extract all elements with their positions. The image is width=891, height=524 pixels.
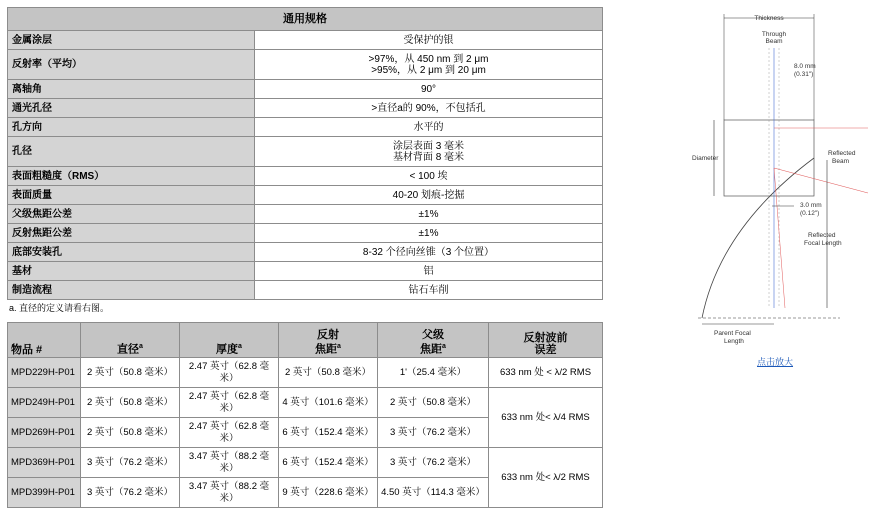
- spec-row: [8, 186, 603, 205]
- spec-row: [8, 50, 603, 80]
- wavefront-cell: 633 nm 处< λ/4 RMS: [489, 388, 603, 448]
- pfl-cell: 3 英寸（76.2 毫米）: [378, 448, 489, 478]
- item-number: MPD229H-P01: [8, 358, 81, 388]
- spec-key: 表面粗糙度（RMS）: [8, 167, 255, 186]
- spec-row: [8, 205, 603, 224]
- col-reflected-focal-length: 反射 焦距$^a$: [279, 323, 378, 358]
- pfl-label-2: Length: [724, 338, 744, 345]
- spec-key: 离轴角: [8, 80, 255, 99]
- item-number: MPD249H-P01: [8, 388, 81, 418]
- mirror-diagram: [690, 8, 870, 348]
- item-number: MPD369H-P01: [8, 448, 81, 478]
- diameter-cell: 2 英寸（50.8 毫米）: [81, 418, 180, 448]
- spec-value-line: < 100 埃: [409, 170, 448, 182]
- spec-value: [255, 118, 603, 137]
- reflected-beam-label: Reflected: [828, 150, 856, 157]
- pfl-cell: 3 英寸（76.2 毫米）: [378, 418, 489, 448]
- rfl-cell: 6 英寸（152.4 毫米）: [279, 448, 378, 478]
- col-parent-focal-length: 父级 焦距$^a$: [378, 323, 489, 358]
- specs-header: 通用规格: [8, 8, 603, 31]
- spec-value-line: >95%，从 2 μm 到 20 μm: [371, 64, 486, 76]
- spec-value: [255, 80, 603, 99]
- spec-key: 底部安装孔: [8, 243, 255, 262]
- hole-back-label: 8.0 mm: [794, 63, 816, 70]
- spec-key: 制造流程: [8, 281, 255, 300]
- rfl-label-2: Focal Length: [804, 240, 842, 247]
- zoom-link[interactable]: 点击放大: [757, 357, 794, 367]
- spec-value-line: >97%，从 450 nm 到 2 μm: [368, 53, 489, 65]
- spec-value: [255, 224, 603, 243]
- pfl-cell: 2 英寸（50.8 毫米）: [378, 388, 489, 418]
- wavefront-cell: 633 nm 处 < λ/2 RMS: [489, 358, 603, 388]
- spec-value: [255, 99, 603, 118]
- thickness-label: Thickness: [754, 15, 784, 22]
- spec-value-line: 受保护的银: [403, 34, 454, 46]
- thickness-cell: 2.47 英寸（62.8 毫米）: [180, 358, 279, 388]
- through-beam-label-2: Beam: [765, 38, 783, 45]
- col-wavefront-error: 反射波前 误差: [489, 323, 603, 358]
- spec-value-line: 铝: [423, 265, 434, 277]
- item-number: MPD269H-P01: [8, 418, 81, 448]
- reflected-beam-line: [774, 168, 868, 193]
- thickness-cell: 3.47 英寸（88.2 毫米）: [180, 448, 279, 478]
- spec-value: [255, 186, 603, 205]
- spec-value-line: 40-20 划痕-挖掘: [392, 189, 465, 201]
- thickness-cell: 3.47 英寸（88.2 毫米）: [180, 478, 279, 508]
- spec-value: [255, 31, 603, 50]
- rfl-cell: 9 英寸（228.6 毫米）: [279, 478, 378, 508]
- spec-row: [8, 137, 603, 167]
- diameter-footnote: a. 直径的定义请看右图。: [9, 303, 110, 313]
- spec-key: 反射率（平均）: [8, 50, 255, 80]
- thickness-cell: 2.47 英寸（62.8 毫米）: [180, 418, 279, 448]
- spec-value-line: ±1%: [418, 208, 439, 220]
- spec-value: [255, 262, 603, 281]
- parabola-curve: [702, 158, 814, 318]
- through-beam-label: Through: [761, 31, 787, 38]
- hole-back-label-2: (0.31"): [794, 71, 814, 78]
- col-diameter: 直径$^a$: [81, 323, 180, 358]
- spec-value: [255, 167, 603, 186]
- spec-value: [255, 243, 603, 262]
- spec-key: 孔方向: [8, 118, 255, 137]
- spec-value-line: >直径a的 90%，不包括孔: [371, 102, 486, 114]
- spec-value-line: ±1%: [418, 227, 439, 239]
- reflected-beam-label-2: Beam: [832, 158, 849, 165]
- spec-value: [255, 137, 603, 167]
- spec-row: [8, 99, 603, 118]
- spec-row: [8, 31, 603, 50]
- spec-value: [255, 205, 603, 224]
- table-row: [8, 448, 603, 478]
- spec-row: [8, 167, 603, 186]
- spec-value: [255, 50, 603, 80]
- spec-row: [8, 118, 603, 137]
- spec-key: 反射焦距公差: [8, 224, 255, 243]
- col-thickness: 厚度$^a$: [180, 323, 279, 358]
- spec-key: 基材: [8, 262, 255, 281]
- spec-value-line: 钻石车削: [408, 284, 449, 296]
- hole-front-label-2: (0.12"): [800, 210, 820, 217]
- thickness-cell: 2.47 英寸（62.8 毫米）: [180, 388, 279, 418]
- spec-row: [8, 243, 603, 262]
- spec-value-line: 水平的: [413, 121, 444, 133]
- spec-value-line: 8-32 个径向丝锥（3 个位置）: [362, 246, 495, 258]
- item-number: MPD399H-P01: [8, 478, 81, 508]
- hole-front-label: 3.0 mm: [800, 202, 822, 209]
- spec-value-line: 基材背面 8 毫米: [392, 151, 465, 163]
- spec-key: 父级焦距公差: [8, 205, 255, 224]
- table-row: [8, 388, 603, 418]
- rfl-cell: 2 英寸（50.8 毫米）: [279, 358, 378, 388]
- diameter-cell: 3 英寸（76.2 毫米）: [81, 478, 180, 508]
- spec-value-line: 90°: [420, 83, 437, 95]
- spec-row: [8, 80, 603, 99]
- spec-value-line: 涂层表面 3 毫米: [392, 140, 465, 152]
- rfl-label: Reflected: [808, 232, 836, 239]
- rfl-cell: 4 英寸（101.6 毫米）: [279, 388, 378, 418]
- rfl-cell: 6 英寸（152.4 毫米）: [279, 418, 378, 448]
- spec-value: [255, 281, 603, 300]
- spec-row: [8, 224, 603, 243]
- diameter-cell: 2 英寸（50.8 毫米）: [81, 358, 180, 388]
- pfl-cell: 4.50 英寸（114.3 毫米）: [378, 478, 489, 508]
- diameter-cell: 2 英寸（50.8 毫米）: [81, 388, 180, 418]
- spec-key: 通光孔径: [8, 99, 255, 118]
- spec-row: [8, 262, 603, 281]
- diameter-label: Diameter: [692, 155, 719, 162]
- spec-key: 金属涂层: [8, 31, 255, 50]
- spec-key: 表面质量: [8, 186, 255, 205]
- table-row: [8, 358, 603, 388]
- spec-row: [8, 281, 603, 300]
- product-table: [7, 322, 603, 508]
- diameter-cell: 3 英寸（76.2 毫米）: [81, 448, 180, 478]
- pfl-cell: 1'（25.4 毫米）: [378, 358, 489, 388]
- spec-key: 孔径: [8, 137, 255, 167]
- general-specs-table: [7, 7, 603, 300]
- col-item: 物品 #: [8, 323, 81, 358]
- wavefront-cell: 633 nm 处< λ/2 RMS: [489, 448, 603, 508]
- pfl-label: Parent Focal: [714, 330, 751, 337]
